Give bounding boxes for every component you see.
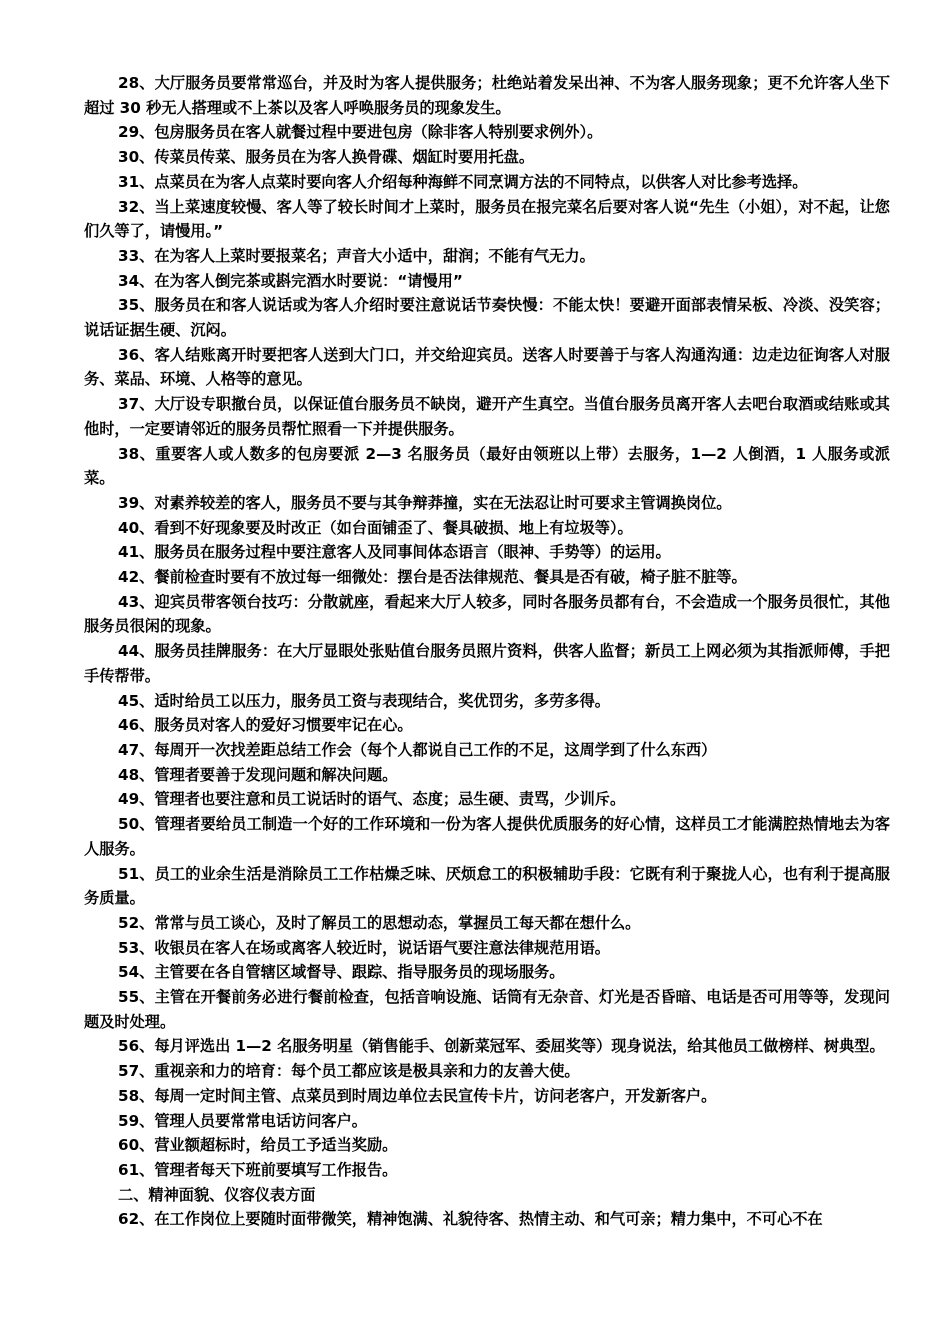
paragraph-42: 42、餐前检查时要有不放过每一细微处：摆台是否法律规范、餐具是否有破，椅子脏不脏等。 bbox=[118, 568, 747, 587]
paragraph-47: 47、每周开一次找差距总结工作会（每个人都说自己工作的不足，这周学到了什么东西） bbox=[118, 740, 717, 759]
paragraph-36: 36、客人结账离开时要把客人送到大门口，并交给迎宾员。送客人时要善于与客人沟通沟通：边走边征询客人对服务、菜品、环境、人格等的意见。 bbox=[84, 345, 890, 389]
paragraph-40: 40、看到不好现象要及时改正（如台面铺歪了、餐具破损、地上有垃圾等）。 bbox=[118, 518, 633, 537]
paragraph-35: 35、服务员在和客人说话或为客人介绍时要注意说话节奏快慢：不能太快！要避开面部表情呆板、冷淡、没笑容；说话证据生硬、沉闷。 bbox=[84, 296, 890, 340]
paragraph-37: 37、大厅设专职撤台员，以保证值台服务员不缺岗，避开产生真空。当值台服务员离开客人去吧台取酒或结账或其他时，一定要请邻近的服务员帮忙照看一下并提供服务。 bbox=[84, 395, 890, 438]
paragraph-43: 43、迎宾员带客领台技巧：分散就座，看起来大厅人较多，同时各服务员都有台，不会造成一个服务员很忙，其他服务员很闲的现象。 bbox=[84, 592, 890, 636]
paragraph-31: 31、点菜员在为客人点菜时要向客人介绍每种海鲜不同烹调方法的不同特点，以供客人对比参考选择。 bbox=[118, 172, 808, 191]
paragraph-30: 30、传菜员传菜、服务员在为客人换骨碟、烟缸时要用托盘。 bbox=[118, 148, 535, 167]
paragraph-46: 46、服务员对客人的爱好习惯要牢记在心。 bbox=[118, 716, 413, 735]
paragraph-52: 52、常常与员工谈心，及时了解员工的思想动态，掌握员工每天都在想什么。 bbox=[118, 913, 641, 932]
paragraph-55: 55、主管在开餐前务必进行餐前检查，包括音响设施、话筒有无杂音、灯光是否昏暗、电话是否可用等等，发现问题及时处理。 bbox=[84, 988, 890, 1031]
paragraph-45: 45、适时给员工以压力，服务员工资与表现结合，奖优罚劣，多劳多得。 bbox=[118, 691, 610, 710]
paragraph-38: 38、重要客人或人数多的包房要派 2—3 名服务员（最好由领班以上带）去服务，1—2 人倒酒，1 人服务或派菜。 bbox=[84, 444, 890, 488]
paragraph-57: 57、重视亲和力的培育：每个员工都应该是极具亲和力的友善大使。 bbox=[118, 1062, 580, 1081]
paragraph-53: 53、收银员在客人在场或离客人较近时，说话语气要注意法律规范用语。 bbox=[118, 938, 610, 957]
paragraph-62: 62、在工作岗位上要随时面带微笑，精神饱满、礼貌待客、热情主动、和气可亲；精力集中，不可心不在 bbox=[118, 1210, 823, 1229]
paragraph-51: 51、员工的业余生活是消除员工工作枯燥乏味、厌烦怠工的积极辅助手段：它既有利于聚拢人心，也有利于提高服务质量。 bbox=[84, 864, 890, 908]
paragraph-33: 33、在为客人上菜时要报菜名；声音大小适中，甜润；不能有气无力。 bbox=[118, 246, 595, 265]
section-heading: 二、精神面貌、仪容仪表方面 bbox=[118, 1185, 316, 1204]
paragraph-50: 50、管理者要给员工制造一个好的工作环境和一份为客人提供优质服务的好心情，这样员工才能满腔热情地去为客人服务。 bbox=[84, 815, 890, 858]
paragraph-56: 56、每月评选出 1—2 名服务明星（销售能手、创新菜冠军、委屈奖等）现身说法，给其他员工做榜样、树典型。 bbox=[118, 1037, 885, 1056]
paragraph-34: 34、在为客人倒完茶或斟完酒水时要说：“请慢用” bbox=[118, 271, 463, 290]
paragraph-54: 54、主管要在各自管辖区域督导、跟踪、指导服务员的现场服务。 bbox=[118, 963, 565, 982]
paragraph-44: 44、服务员挂牌服务：在大厅显眼处张贴值台服务员照片资料，供客人监督；新员工上网必须为其指派师傅，手把手传帮带。 bbox=[84, 642, 890, 685]
paragraph-41: 41、服务员在服务过程中要注意客人及同事间体态语言（眼神、手势等）的运用。 bbox=[118, 543, 671, 562]
paragraph-61: 61、管理者每天下班前要填写工作报告。 bbox=[118, 1160, 398, 1179]
paragraph-39: 39、对素养较差的客人，服务员不要与其争辩莽撞，实在无法忍让时可要求主管调换岗位。 bbox=[118, 493, 732, 512]
paragraph-32: 32、当上菜速度较慢、客人等了较长时间才上菜时，服务员在报完菜名后要对客人说“先生（小姐），对不起，让您们久等了，请慢用。” bbox=[84, 197, 890, 241]
paragraph-28: 28、大厅服务员要常常巡台，并及时为客人提供服务；杜绝站着发呆出神、不为客人服务现象；更不允许客人坐下超过 30 秒无人搭理或不上茶以及客人呼唤服务员的现象发生。 bbox=[84, 74, 890, 117]
paragraph-29: 29、包房服务员在客人就餐过程中要进包房（除非客人特别要求例外）。 bbox=[118, 123, 603, 142]
paragraph-60: 60、营业额超标时，给员工予适当奖励。 bbox=[118, 1136, 398, 1155]
paragraph-58: 58、每周一定时间主管、点菜员到时周边单位去民宣传卡片，访问老客户，开发新客户。 bbox=[118, 1086, 717, 1105]
paragraph-49: 49、管理者也要注意和员工说话时的语气、态度；忌生硬、责骂，少训斥。 bbox=[118, 790, 626, 809]
paragraph-59: 59、管理人员要常常电话访问客户。 bbox=[118, 1111, 367, 1130]
paragraph-48: 48、管理者要善于发现问题和解决问题。 bbox=[118, 765, 398, 784]
